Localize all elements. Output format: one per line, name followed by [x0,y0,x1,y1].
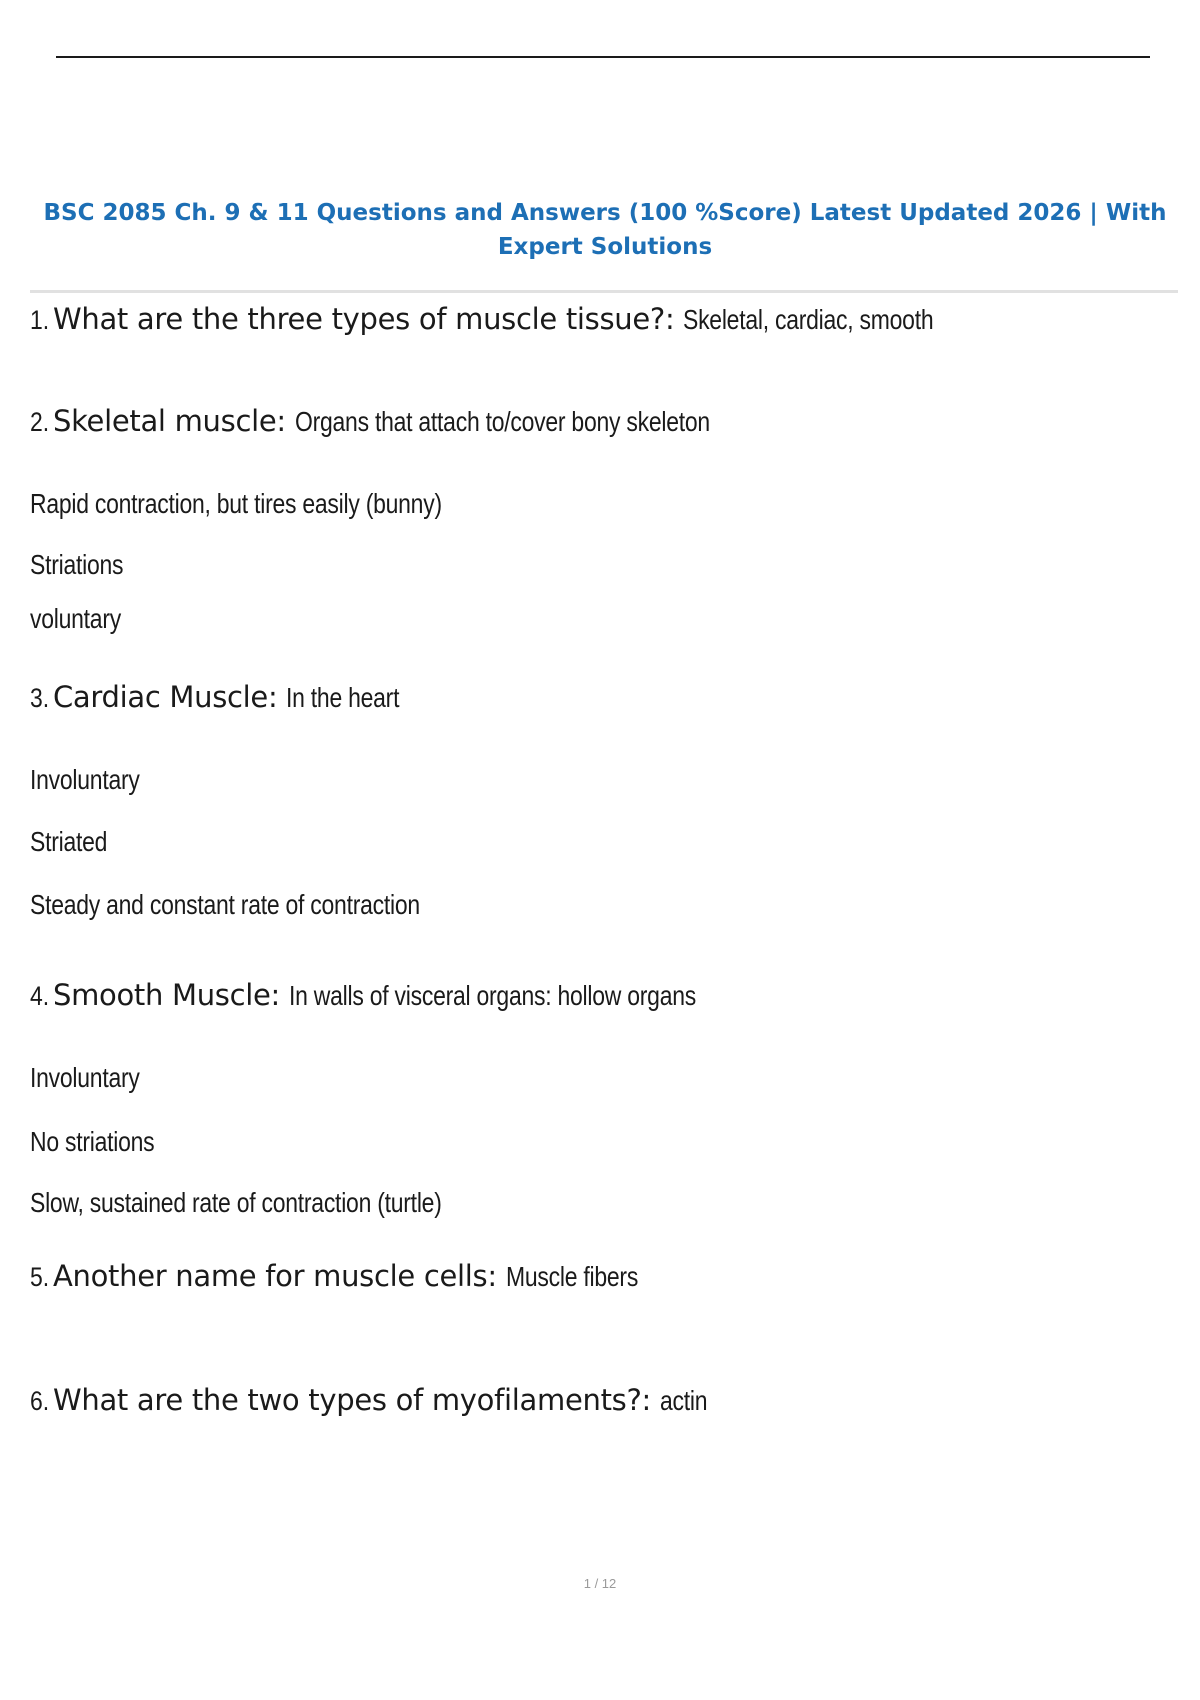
detail-line: Striated [30,826,108,857]
question-5 [30,1259,667,1293]
question-answer: Muscle fibers [505,1261,638,1292]
question-answer: In walls of visceral organs: hollow organs [288,980,696,1011]
question-term: What are the three types of muscle tissue?: [52,302,684,336]
detail-line: Striations [30,549,124,580]
question-number: 2. [30,407,50,437]
detail-line: Involuntary [30,764,140,795]
detail-line: Involuntary [30,1062,140,1093]
question-3 [30,680,424,714]
detail-line: Steady and constant rate of contraction [30,889,420,920]
question-answer: actin [659,1385,708,1416]
question-number: 5. [30,1262,50,1292]
question-term: What are the two types of myofilaments?: [52,1383,660,1417]
title-divider [30,290,1178,293]
top-horizontal-rule [56,56,1150,58]
question-4 [30,978,785,1012]
question-term: Cardiac Muscle: [52,680,287,714]
detail-line: No striations [30,1126,155,1157]
question-number: 6. [30,1386,50,1416]
question-answer: Organs that attach to/cover bony skeleton [294,406,710,437]
detail-line: Rapid contraction, but tires easily (bunny) [30,488,442,519]
question-number: 3. [30,683,50,713]
detail-line: Slow, sustained rate of contraction (turtle) [30,1187,442,1218]
question-answer: In the heart [286,682,400,713]
question-2 [30,404,801,438]
detail-line: voluntary [30,603,121,634]
question-number: 1. [30,305,50,335]
question-term: Another name for muscle cells: [52,1259,506,1293]
question-term: Smooth Muscle: [52,978,289,1012]
question-answer: Skeletal, cardiac, smooth [683,304,934,335]
page-indicator: 1 / 12 [583,1576,617,1591]
question-1 [30,302,989,336]
document-title: BSC 2085 Ch. 9 & 11 Questions and Answers (100 %Score) Latest Updated 2026 | With Expert Solutions [43,200,1167,260]
question-term: Skeletal muscle: [52,404,295,438]
question-6 [30,1383,718,1417]
question-number: 4. [30,981,50,1011]
